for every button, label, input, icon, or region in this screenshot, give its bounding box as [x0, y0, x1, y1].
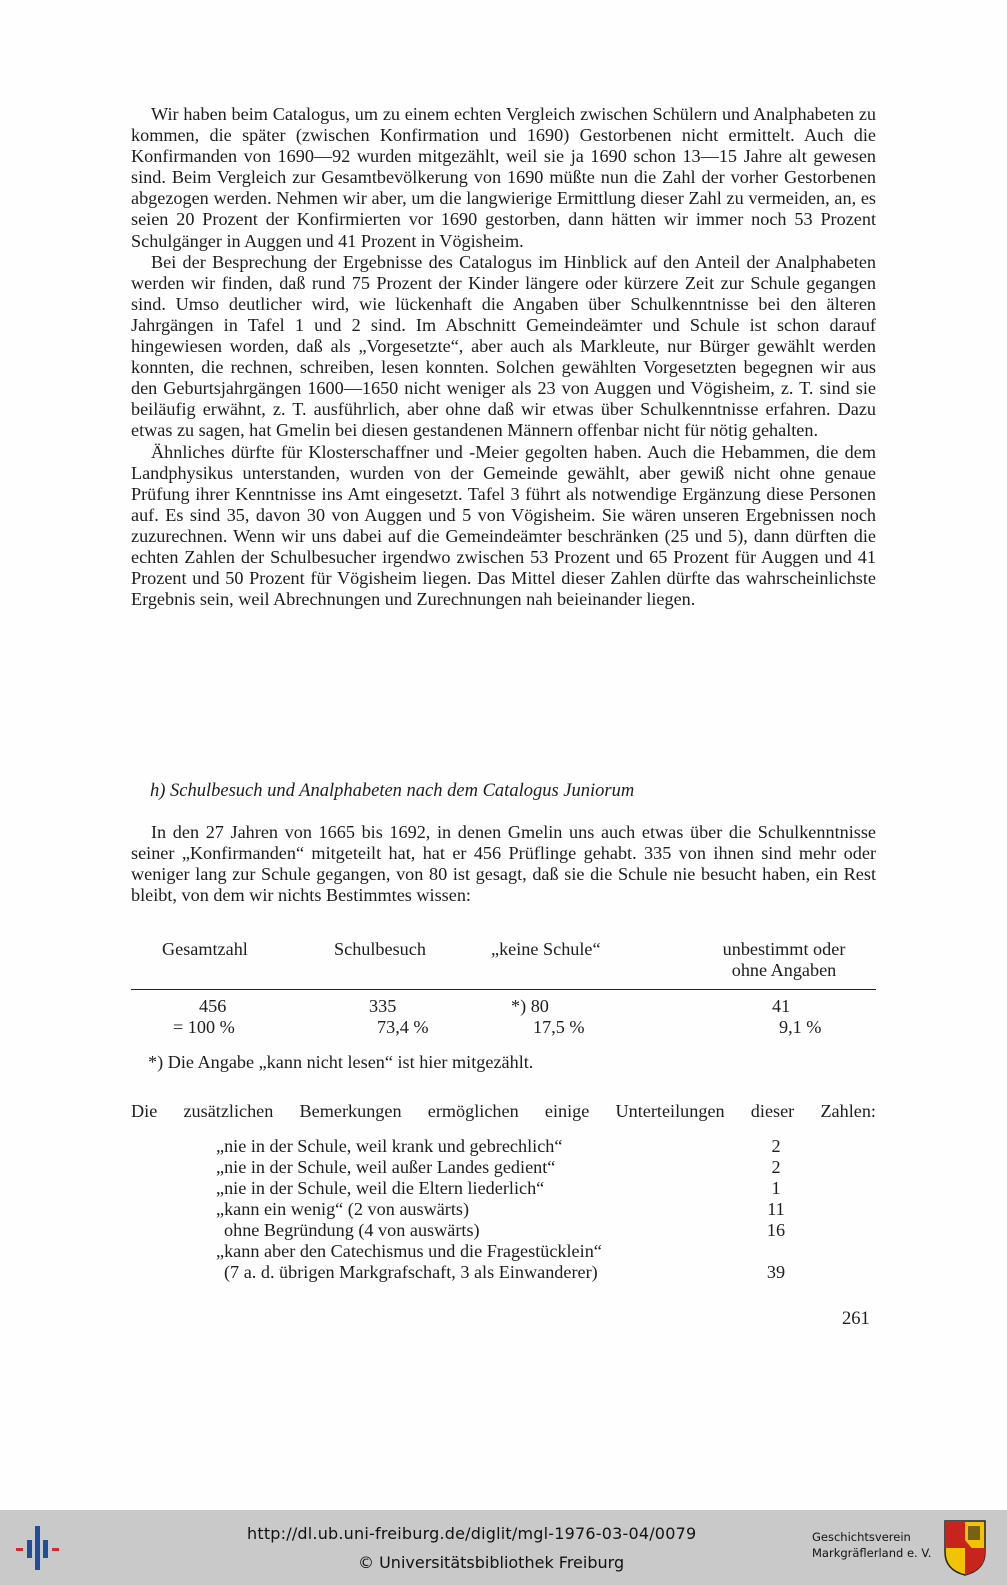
list-item — [216, 1136, 796, 1157]
list-item-label: ohne Begründung (4 von auswärts) — [224, 1220, 480, 1240]
paragraph: In den 27 Jahren von 1665 bis 1692, in denen Gmelin uns auch etwas über die Schulkenntnisse seiner „Konfirmanden“ mitgeteilt hat, hat er 456 Prüflinge gehabt. 335 von ihnen sind mehr oder weniger lang zur Schule gegangen, von 80 ist gesagt, daß sie die Schule nie besucht haben, ein Rest bleibt, von dem wir nichts Bestimmtes wissen: — [131, 822, 876, 906]
table-cell: = 100 % — [173, 1017, 235, 1037]
table-header-no-school: „keine Schule“ — [491, 939, 601, 959]
footer-copyright: © Universitätsbibliothek Freiburg — [358, 1553, 625, 1572]
section-heading: h) Schulbesuch und Analphabeten nach dem Catalogus Juniorum — [150, 781, 635, 801]
list-item-value: 2 — [771, 1157, 781, 1177]
footnote: *) Die Angabe „kann nicht lesen“ ist hier mitgezählt. — [148, 1052, 534, 1072]
table-cell: 9,1 % — [779, 1017, 822, 1037]
intro-text — [131, 822, 876, 906]
list-item-value: 1 — [771, 1178, 781, 1198]
list-item-value: 39 — [766, 1262, 786, 1282]
breakdown-intro: Die zusätzlichen Bemerkungen ermöglichen einige Unterteilungen dieser Zahlen: — [131, 1101, 876, 1121]
table-header-unknown-line2: ohne Angaben — [731, 960, 837, 980]
footer-bar — [0, 1510, 1007, 1585]
list-item-label: „nie in der Schule, weil krank und gebrechlich“ — [216, 1136, 563, 1156]
footer-org-name: Markgräflerland e. V. — [812, 1546, 932, 1560]
body-text — [131, 104, 876, 610]
table-cell: *) 80 — [511, 996, 549, 1016]
list-item — [216, 1157, 796, 1178]
list-item-label: „nie in der Schule, weil die Eltern liederlich“ — [216, 1178, 545, 1198]
paragraph: Wir haben beim Catalogus, um zu einem echten Vergleich zwischen Schülern und Analphabeten zu kommen, die später (zwischen Konfirmation und 1690) Gestorbenen nicht ermittelt. Auch die Konfirmanden von 1690—92 wurden mitgezählt, weil sie ja 1690 schon 13—15 Jahre alt gewesen sind. Beim Vergleich zur Gesamtbevölkerung von 1690 müßte nun die Zahl der vorher Gestorbenen abgezogen werden. Nehmen wir aber, um die langwierige Ermittlung dieser Zahl zu vermeiden, an, es seien 20 Prozent der Konfirmierten vor 1690 gestorben, dann hätten wir immer noch 53 Prozent Schulgänger in Auggen und 41 Prozent in Vögisheim. — [131, 104, 876, 251]
list-item-label: „kann aber den Catechismus und die Fragestücklein“ — [216, 1241, 602, 1261]
table-cell: 41 — [772, 996, 791, 1016]
table-cell: 335 — [369, 996, 397, 1016]
list-item-value: 16 — [766, 1220, 786, 1240]
table-cell: 456 — [199, 996, 227, 1016]
list-item — [216, 1199, 796, 1220]
table-header-unknown — [709, 939, 859, 981]
coat-of-arms-icon — [944, 1520, 986, 1576]
ub-freiburg-logo-icon — [14, 1524, 62, 1572]
table-rule — [131, 989, 876, 990]
list-item — [216, 1262, 796, 1283]
table-header-total: Gesamtzahl — [162, 939, 248, 959]
paragraph: Bei der Besprechung der Ergebnisse des Catalogus im Hinblick auf den Anteil der Analphabeten werden wir finden, daß rund 75 Prozent der Kinder längere oder kürzere Zeit zur Schule gegangen sind. Umso deutlicher wird, wie lückenhaft die Angaben über Schulkenntnisse bei den älteren Jahrgängen in Tafel 1 und 2 sind. Im Abschnitt Gemeindeämter und Schule ist schon darauf hingewiesen worden, daß als „Vorgesetzte“, aber auch als Markleute, nur Bürger gewählt werden konnten, die rechnen, schreiben, lesen konnten. Solchen gewählten Vorgesetzten begegnen wir aus den Geburtsjahrgängen 1600—1650 nicht weniger als 23 von Auggen und Vögisheim, z. T. sind sie beiläufig erwähnt, z. T. ausführlich, aber ohne daß wir etwas über Schulkenntnisse erfahren. Dazu etwas zu sagen, hat Gmelin bei diesen gestandenen Männern offenbar nicht für nötig gehalten. — [131, 251, 876, 441]
footer-url-link[interactable]: http://dl.ub.uni-freiburg.de/diglit/mgl-1976-03-04/0079 — [247, 1524, 697, 1543]
footer-org-name: Geschichtsverein — [812, 1530, 911, 1544]
list-item-label: „nie in der Schule, weil außer Landes gedient“ — [216, 1157, 556, 1177]
page-number: 261 — [842, 1309, 870, 1329]
table-header-unknown-line1: unbestimmt oder — [722, 939, 846, 959]
table-cell: 73,4 % — [377, 1017, 429, 1037]
list-item-label: (7 a. d. übrigen Markgrafschaft, 3 als Einwanderer) — [224, 1262, 598, 1282]
list-item — [216, 1241, 796, 1262]
table-cell: 17,5 % — [533, 1017, 585, 1037]
list-item-label: „kann ein wenig“ (2 von auswärts) — [216, 1199, 470, 1219]
list-item-value: 11 — [767, 1199, 785, 1219]
paragraph: Ähnliches dürfte für Klosterschaffner und -Meier gegolten haben. Auch die Hebammen, die dem Landphysikus unterstanden, wurden von der Gemeinde gewählt, aber gewiß nicht ohne genaue Prüfung ihrer Kenntnisse ins Amt eingesetzt. Tafel 3 führt als notwendige Ergänzung diese Personen auf. Es sind 35, davon 30 von Auggen und 5 von Vögisheim. Sie wären unseren Ergebnissen noch zuzurechnen. Wenn wir uns dabei auf die Gemeindeämter beschränken (25 und 5), dann dürften die echten Zahlen der Schulbesucher irgendwo zwischen 53 Prozent und 65 Prozent für Auggen und 41 Prozent und 50 Prozent für Vögisheim liegen. Das Mittel dieser Zahlen dürfte das wahrscheinlichste Ergebnis sein, weil Abrechnungen und Zurechnungen nah beieinander liegen. — [131, 441, 876, 610]
list-item — [216, 1220, 796, 1241]
table-header-school: Schulbesuch — [334, 939, 426, 959]
list-item-value: 2 — [771, 1136, 781, 1156]
breakdown-list — [216, 1136, 796, 1283]
statistics-table — [131, 939, 876, 1039]
list-item — [216, 1178, 796, 1199]
